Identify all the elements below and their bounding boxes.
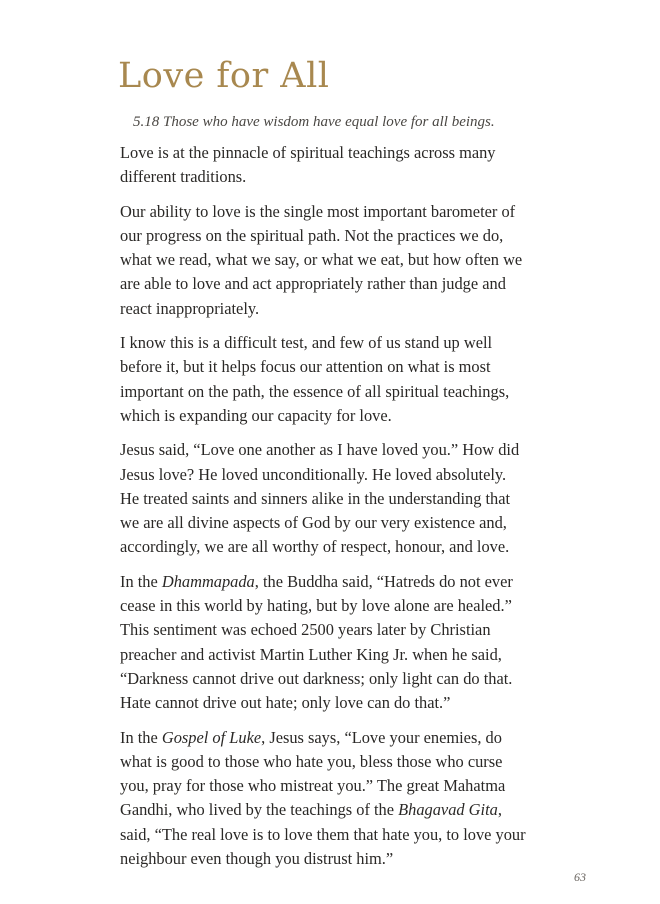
paragraph-6 [120,726,550,872]
body-text [120,141,550,881]
text-line: Hate cannot drive out hate; only love can do that.” [120,693,451,713]
text-line: we are all divine aspects of God by our very existence and, [120,513,507,533]
page-number: 63 [574,870,586,884]
text-line: accordingly, we are all worthy of respect, honour, and love. [120,537,510,557]
book-title-dhammapada: Dhammapada [161,571,255,591]
text-line [120,798,550,822]
text-fragment: , the Buddha said, “Hatreds do not ever [254,571,513,591]
paragraph-3 [120,331,550,428]
book-title-bhagavad-gita: Bhagavad Gita [398,800,498,820]
text-line: Love is at the pinnacle of spiritual teachings across many [120,143,496,162]
text-line: what we read, what we say, or what we eat, but how often we [120,250,523,270]
text-line: Jesus love? He loved unconditionally. He loved absolutely. [120,464,507,484]
text-line: He treated saints and sinners alike in the understanding that [120,488,511,508]
text-line: before it, but it helps focus our attention on what is most [120,357,491,377]
verse-epigraph: 5.18 Those who have wisdom have equal love for all beings. [133,114,495,130]
text-line: what is good to those who hate you, bless those who curse [120,751,503,771]
text-line: neighbour even though you distrust him.” [120,849,394,869]
text-fragment: Gandhi, who lived by the teachings of the [120,800,399,820]
paragraph-4 [120,438,550,559]
text-line: important on the path, the essence of all spiritual teachings, [120,381,510,401]
text-line: I know this is a difficult test, and few of us stand up well [120,333,493,353]
chapter-title: Love for All [118,56,330,96]
text-line: our progress on the spiritual path. Not the practices we do, [120,225,504,245]
text-line: different traditions. [120,167,247,187]
text-line: react inappropriately. [120,298,260,318]
book-title-gospel-of-luke: Gospel of Luke [161,727,262,747]
text-line: Our ability to love is the single most important barometer of [120,201,516,221]
text-fragment: , [497,800,502,820]
text-line: This sentiment was echoed 2500 years later by Christian [120,620,491,640]
text-line [120,726,550,750]
text-line: are able to love and act appropriately rather than judge and [120,274,506,294]
text-fragment: In the [120,571,162,591]
text-line: preacher and activist Martin Luther King Jr. when he said, [120,644,502,664]
text-line: Jesus said, “Love one another as I have loved you.” How did [120,440,520,460]
text-fragment: In the [120,727,162,747]
text-fragment: , Jesus says, “Love your enemies, do [261,727,502,747]
text-line: which is expanding our capacity for love. [120,405,392,425]
paragraph-2 [120,200,550,321]
text-line: cease in this world by hating, but by love alone are healed.” [120,596,512,616]
text-line: “Darkness cannot drive out darkness; only light can do that. [120,668,513,688]
paragraph-1 [120,141,550,190]
text-line [120,570,550,594]
text-line: said, “The real love is to love them that hate you, to love your [120,824,526,844]
text-line: you, pray for those who mistreat you.” The great Mahatma [120,776,506,796]
paragraph-5 [120,570,550,716]
